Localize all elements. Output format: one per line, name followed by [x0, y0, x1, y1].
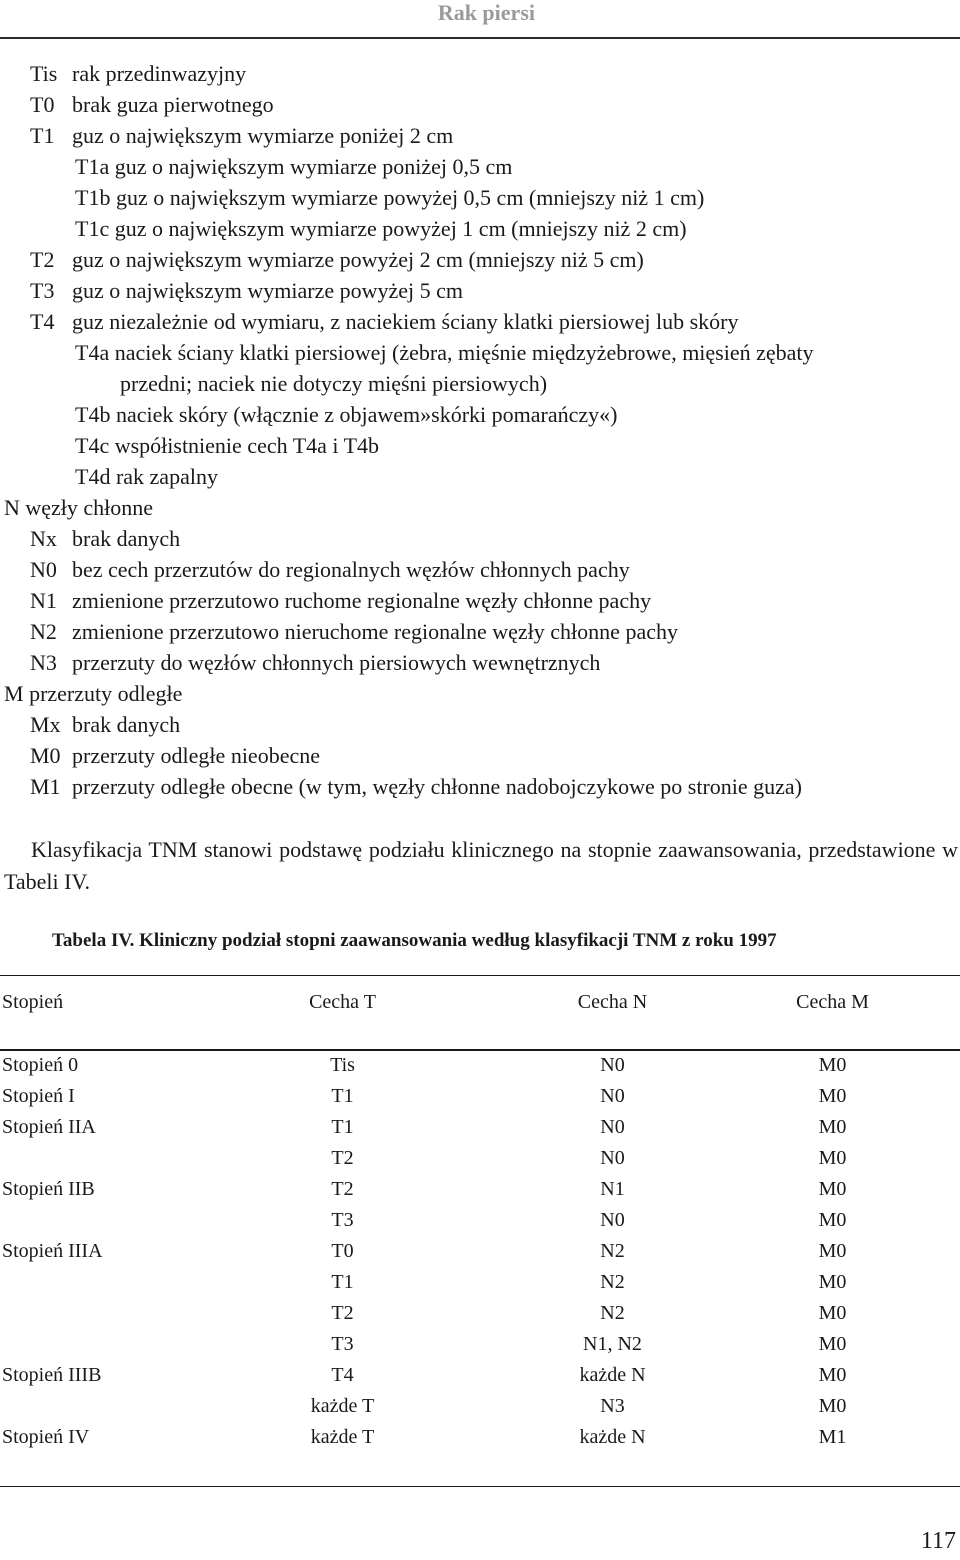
table-top-rule — [0, 975, 960, 976]
table-cell: M0 — [818, 1116, 847, 1138]
table-header-cell: Cecha T — [309, 991, 376, 1013]
header-rule — [0, 37, 960, 39]
tnm-code: T4b — [75, 402, 111, 427]
table-cell: T1 — [331, 1085, 354, 1107]
tnm-classification-list — [0, 58, 960, 802]
table-cell: każde N — [579, 1364, 646, 1386]
table-cell: N0 — [600, 1116, 625, 1138]
tnm-entry — [0, 740, 960, 771]
tnm-code: Nx — [30, 526, 57, 551]
table-cell: Stopień IIIB — [2, 1364, 102, 1386]
table-cell: M0 — [818, 1395, 847, 1417]
tnm-code: T4a — [75, 340, 110, 365]
tnm-entry — [0, 306, 960, 337]
table-cell: N0 — [600, 1085, 625, 1107]
table-header-cell: Cecha N — [577, 991, 648, 1013]
tnm-code: T1c — [75, 216, 110, 241]
tnm-description: guz o największym wymiarze poniżej 0,5 cm — [114, 154, 513, 179]
page-number: 117 — [920, 1528, 956, 1554]
tnm-entry — [0, 430, 960, 461]
table-cell: Stopień IIB — [2, 1178, 95, 1200]
tnm-code: N — [4, 495, 20, 520]
tnm-description: rak zapalny — [115, 464, 218, 489]
tnm-entry — [0, 523, 960, 554]
table-cell: N3 — [600, 1395, 625, 1417]
table-cell: Stopień I — [2, 1085, 75, 1107]
table-cell: Stopień 0 — [2, 1054, 79, 1076]
tnm-description: guz o największym wymiarze powyżej 2 cm (mniejszy niż 5 cm) — [72, 247, 644, 272]
table-cell: N2 — [600, 1302, 625, 1324]
tnm-entry — [0, 151, 960, 182]
tnm-code: T1a — [75, 154, 110, 179]
table-cell: M0 — [818, 1333, 847, 1355]
tnm-description: przerzuty odległe — [29, 681, 183, 706]
table-cell: N0 — [600, 1147, 625, 1169]
table-cell: T3 — [331, 1333, 354, 1355]
table-cell: N1 — [600, 1178, 625, 1200]
tnm-entry — [0, 275, 960, 306]
tnm-entry — [0, 678, 960, 709]
tnm-code: T1 — [30, 123, 55, 148]
tnm-description: rak przedinwazyjny — [72, 61, 247, 86]
tnm-code: T3 — [30, 278, 55, 303]
tnm-entry — [0, 213, 960, 244]
tnm-code: M — [4, 681, 24, 706]
table-cell: N0 — [600, 1209, 625, 1231]
table-cell: T0 — [331, 1240, 354, 1262]
tnm-description: przedni; naciek nie dotyczy mięśni piersiowych) — [120, 371, 548, 396]
tnm-entry — [0, 89, 960, 120]
tnm-description: guz o największym wymiarze powyżej 1 cm (mniejszy niż 2 cm) — [114, 216, 687, 241]
tnm-description: przerzuty do węzłów chłonnych piersiowych wewnętrznych — [72, 650, 601, 675]
table-cell: Stopień IV — [2, 1426, 90, 1448]
table-cell: T2 — [331, 1147, 354, 1169]
tnm-code: T0 — [30, 92, 55, 117]
body-paragraph — [4, 834, 958, 898]
tnm-entry — [0, 399, 960, 430]
tnm-code: T4d — [75, 464, 111, 489]
tnm-entry — [0, 58, 960, 89]
tnm-entry — [0, 771, 960, 802]
table-cell: Stopień IIIA — [2, 1240, 103, 1262]
table-cell: każde N — [579, 1426, 646, 1448]
tnm-code: Mx — [30, 712, 61, 737]
tnm-description: brak danych — [72, 712, 181, 737]
table-cell: M0 — [818, 1364, 847, 1386]
tnm-code: T4 — [30, 309, 55, 334]
table-cell: każde T — [310, 1426, 375, 1448]
tnm-code: T2 — [30, 247, 55, 272]
tnm-entry — [0, 554, 960, 585]
table-cell: T2 — [331, 1178, 354, 1200]
tnm-entry — [0, 647, 960, 678]
table-cell: M0 — [818, 1178, 847, 1200]
tnm-description: guz o największym wymiarze poniżej 2 cm — [72, 123, 454, 148]
tnm-description: guz o największym wymiarze powyżej 5 cm — [72, 278, 463, 303]
tnm-entry — [0, 492, 960, 523]
paragraph-text: Klasyfikacja TNM stanowi podstawę podziału klinicznego na stopnie zaawansowania, przedstawione w Tabeli IV. — [4, 837, 958, 894]
tnm-code: N3 — [30, 650, 57, 675]
table-cell: T2 — [331, 1302, 354, 1324]
tnm-description: brak danych — [72, 526, 181, 551]
tnm-description: przerzuty odległe obecne (w tym, węzły chłonne nadobojczykowe po stronie guza) — [72, 774, 803, 799]
tnm-description: bez cech przerzutów do regionalnych węzłów chłonnych pachy — [72, 557, 630, 582]
tnm-description: przerzuty odległe nieobecne — [72, 743, 320, 768]
tnm-code: N1 — [30, 588, 57, 613]
table-header-rule — [0, 1049, 960, 1051]
tnm-code: T1b — [75, 185, 111, 210]
tnm-description: guz o największym wymiarze powyżej 0,5 cm (mniejszy niż 1 cm) — [115, 185, 705, 210]
table-cell: M0 — [818, 1147, 847, 1169]
tnm-description: brak guza pierwotnego — [72, 92, 274, 117]
table-bottom-rule — [0, 1486, 960, 1487]
tnm-code: N2 — [30, 619, 57, 644]
table-cell: T3 — [331, 1209, 354, 1231]
table-cell: Stopień IIA — [2, 1116, 96, 1138]
table-cell: N2 — [600, 1240, 625, 1262]
table-cell: N1, N2 — [583, 1333, 642, 1355]
running-header-title: Rak piersi — [437, 0, 535, 25]
table-cell: T1 — [331, 1271, 354, 1293]
table-cell: M1 — [818, 1426, 847, 1448]
tnm-entry — [0, 368, 960, 399]
table-cell: Tis — [330, 1054, 355, 1076]
table-cell: T4 — [331, 1364, 354, 1386]
table-cell: T1 — [331, 1116, 354, 1138]
tnm-code: M1 — [30, 774, 61, 799]
tnm-code: Tis — [30, 61, 58, 86]
tnm-description: węzły chłonne — [25, 495, 154, 520]
tnm-entry — [0, 337, 960, 368]
tnm-description: naciek skóry (włącznie z objawem»skórki pomarańczy«) — [115, 402, 618, 427]
tnm-description: naciek ściany klatki piersiowej (żebra, mięśnie międzyżebrowe, mięsień zębaty — [114, 340, 814, 365]
table-cell: M0 — [818, 1240, 847, 1262]
tnm-entry — [0, 585, 960, 616]
tnm-entry — [0, 709, 960, 740]
tnm-code: M0 — [30, 743, 61, 768]
tnm-description: guz niezależnie od wymiaru, z naciekiem ściany klatki piersiowej lub skóry — [72, 309, 739, 334]
tnm-description: współistnienie cech T4a i T4b — [114, 433, 380, 458]
tnm-code: N0 — [30, 557, 57, 582]
table-header-cell: Stopień — [2, 991, 64, 1013]
table-cell: każde T — [310, 1395, 375, 1417]
tnm-entry — [0, 616, 960, 647]
table-cell: M0 — [818, 1302, 847, 1324]
table-cell: M0 — [818, 1271, 847, 1293]
table-cell: N0 — [600, 1054, 625, 1076]
table-caption: Tabela IV. Kliniczny podział stopni zaawansowania według klasyfikacji TNM z roku 1997 — [52, 930, 777, 951]
tnm-entry — [0, 461, 960, 492]
table-header-cell: Cecha M — [796, 991, 869, 1013]
table-cell: N2 — [600, 1271, 625, 1293]
tnm-description: zmienione przerzutowo nieruchome regionalne węzły chłonne pachy — [72, 619, 678, 644]
table-cell: M0 — [818, 1054, 847, 1076]
tnm-description: zmienione przerzutowo ruchome regionalne węzły chłonne pachy — [72, 588, 652, 613]
tnm-entry — [0, 182, 960, 213]
table-cell: M0 — [818, 1085, 847, 1107]
tnm-code: T4c — [75, 433, 110, 458]
tnm-entry — [0, 120, 960, 151]
table-cell: M0 — [818, 1209, 847, 1231]
tnm-entry — [0, 244, 960, 275]
